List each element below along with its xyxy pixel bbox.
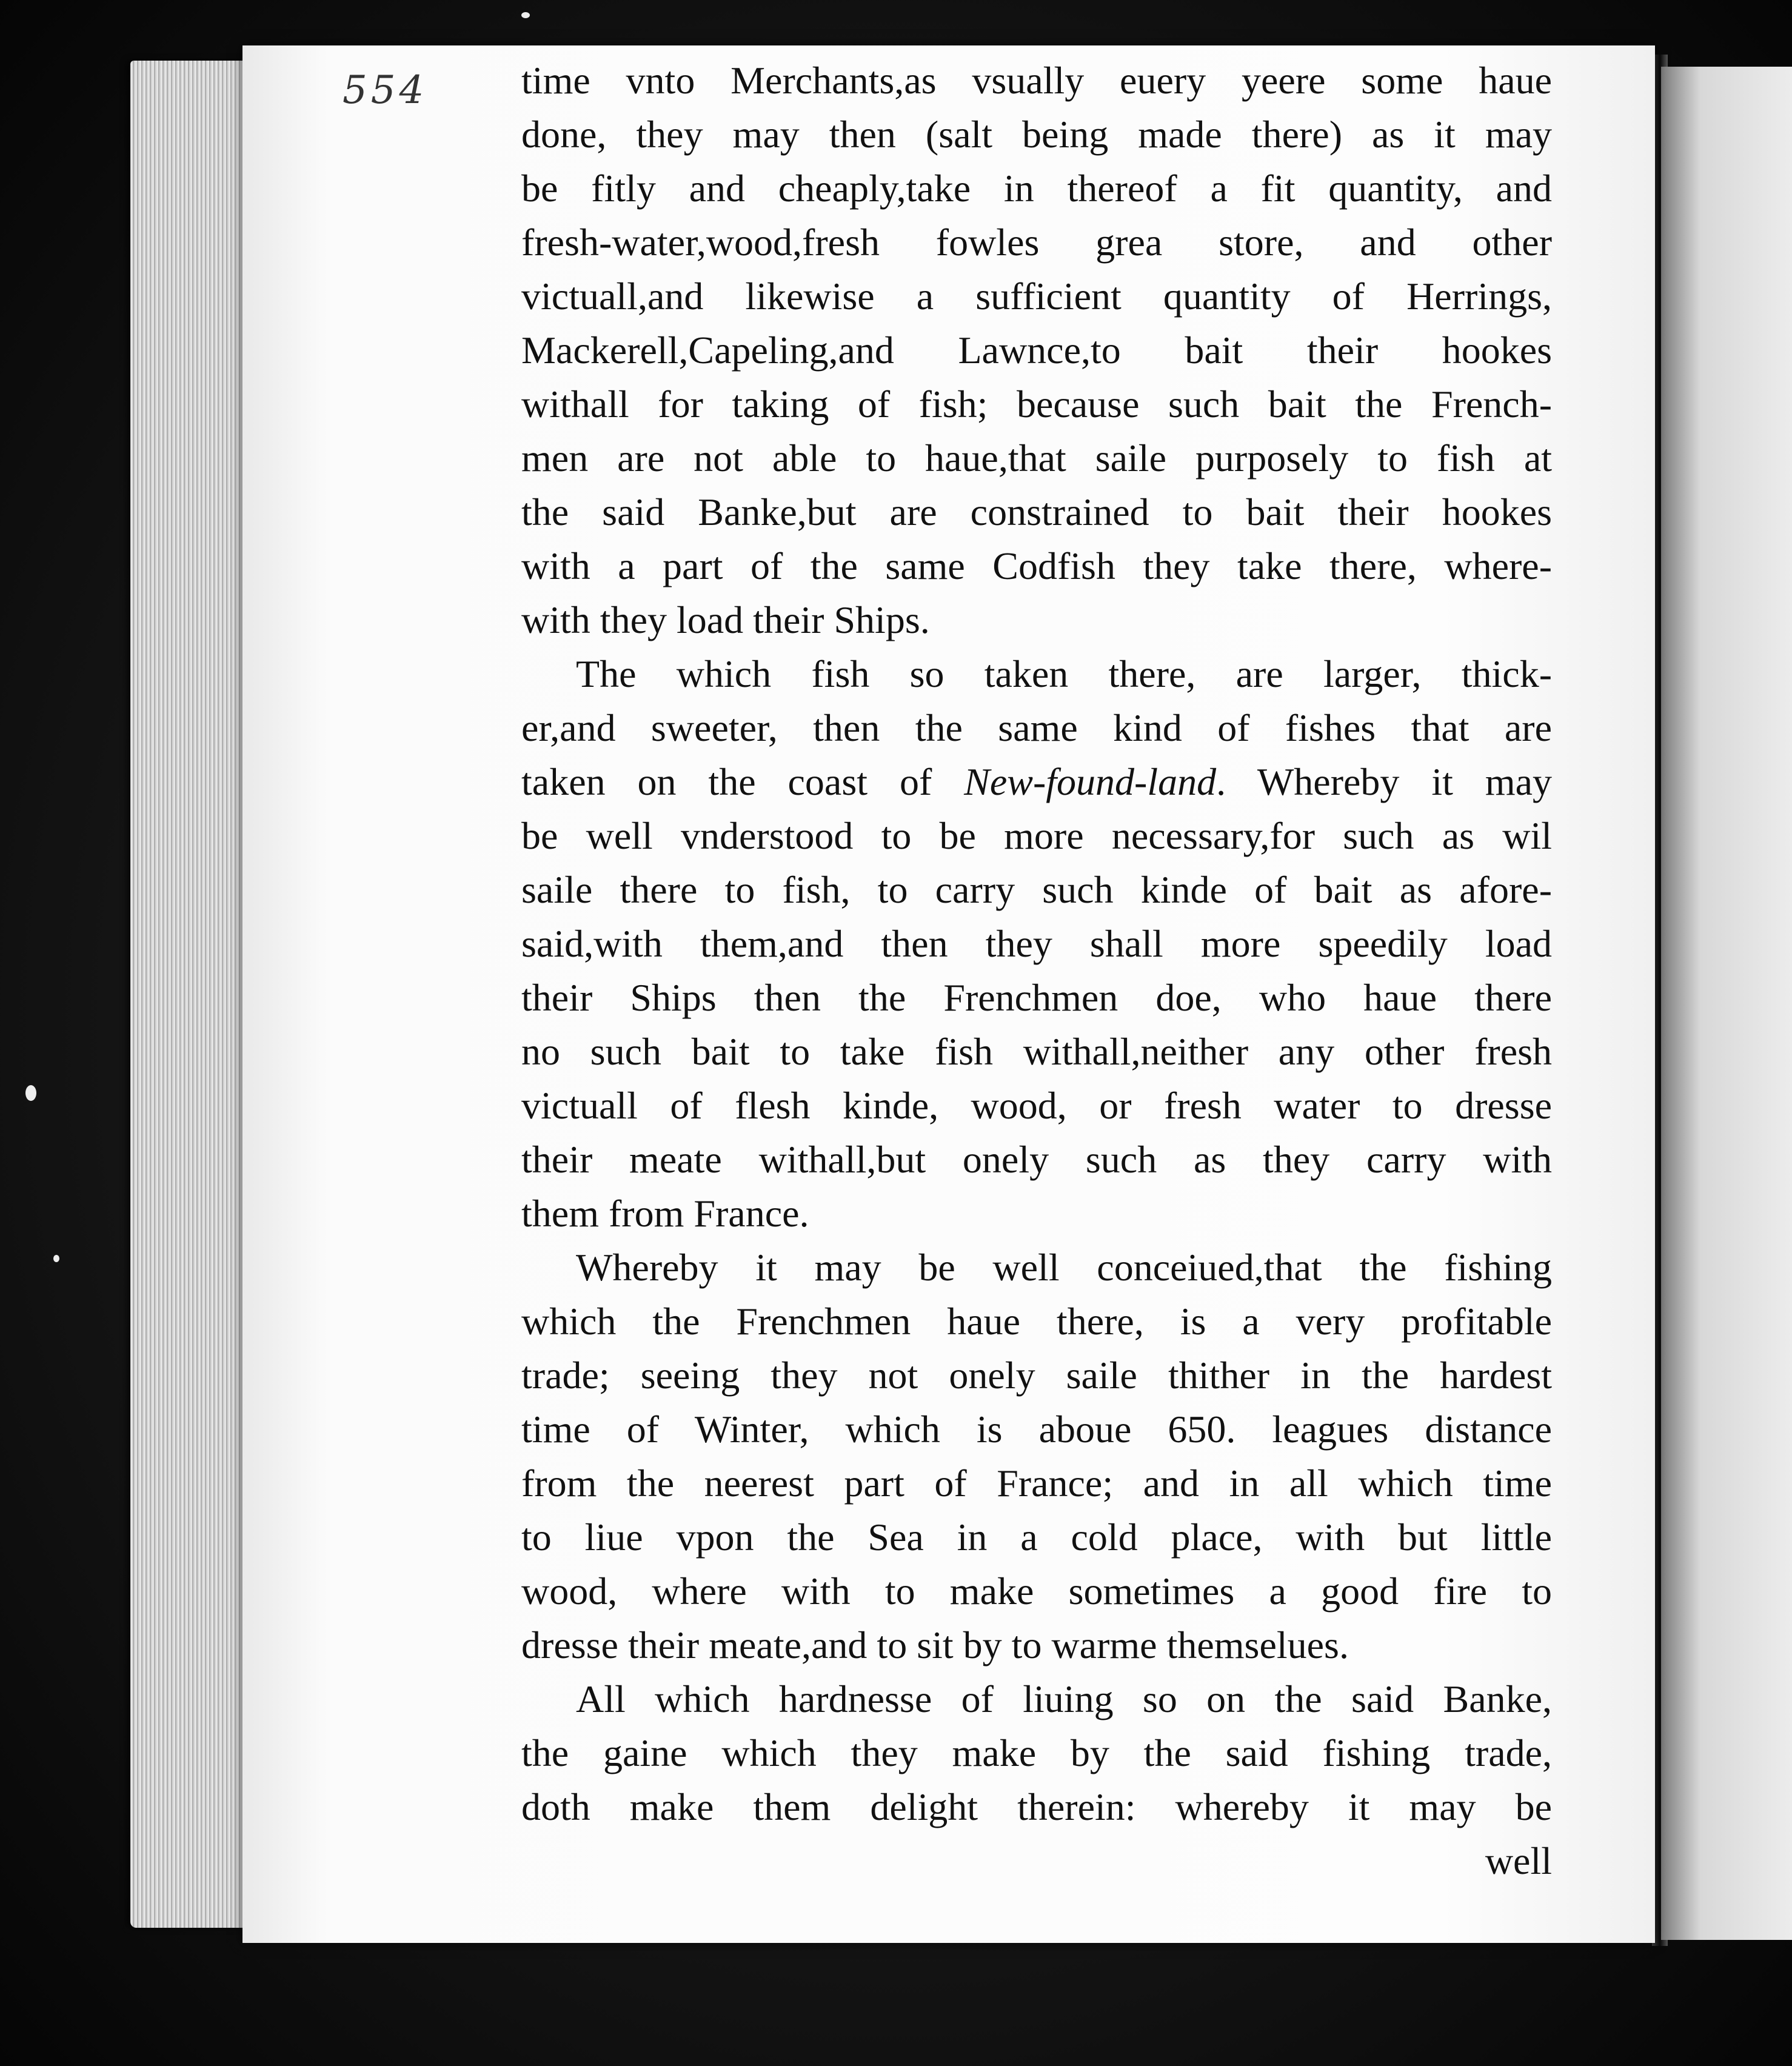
text-line: trade; seeing they not onely saile thither in the hardest: [521, 1354, 1552, 1397]
scan-speck: [25, 1085, 36, 1101]
paragraph-start-line: The which fish so taken there, are larger, thick-: [576, 652, 1552, 695]
text-line: Mackerell,Capeling,and Lawnce,to bait their hookes: [521, 329, 1552, 372]
text-line: fresh-water,wood,fresh fowles grea store, and other: [521, 221, 1552, 264]
catchword: well: [1485, 1839, 1552, 1882]
text-line: their meate withall,but onely such as they carry with: [521, 1138, 1552, 1181]
text-line: dresse their meate,and to sit by to warme themselues.: [521, 1623, 1349, 1667]
page-number: 554: [343, 68, 428, 113]
text-line: time vnto Merchants,as vsually euery yeere some haue: [521, 59, 1552, 102]
text-line: to liue vpon the Sea in a cold place, with but little: [521, 1516, 1552, 1559]
text-line: men are not able to haue,that saile purposely to fish at: [521, 436, 1552, 480]
text-line: which the Frenchmen haue there, is a very profitable: [521, 1300, 1552, 1343]
book-page-edges: [130, 61, 261, 1928]
paragraph-start-line: All which hardnesse of liuing so on the said Banke,: [576, 1677, 1552, 1720]
text-fragment: . Whereby it may: [1216, 760, 1553, 803]
facing-page: [1661, 67, 1792, 1940]
text-line: the said Banke,but are constrained to bait their hookes: [521, 490, 1552, 533]
text-line: be fitly and cheaply,take in thereof a fit quantity, and: [521, 167, 1552, 210]
body-text: [521, 53, 1552, 1888]
text-line: done, they may then (salt being made there) as it may: [521, 113, 1552, 156]
text-line: with they load their Ships.: [521, 598, 930, 641]
paragraph-start-line: Whereby it may be well conceiued,that the fishing: [576, 1246, 1552, 1289]
text-line: be well vnderstood to be more necessary,for such as wil: [521, 814, 1552, 857]
text-fragment: taken on the coast of: [521, 760, 965, 803]
text-line: them from France.: [521, 1192, 809, 1235]
text-line: with a part of the same Codfish they take there, where-: [521, 544, 1552, 587]
text-line: the gaine which they make by the said fishing trade,: [521, 1731, 1552, 1774]
text-line: no such bait to take fish withall,neither any other fresh: [521, 1030, 1552, 1073]
scan-speck: [53, 1255, 59, 1262]
text-line: their Ships then the Frenchmen doe, who haue there: [521, 976, 1552, 1019]
text-line-with-italic: [521, 755, 1552, 809]
text-line: victuall,and likewise a sufficient quantity of Herrings,: [521, 275, 1552, 318]
italic-place-name: New-found-land: [964, 760, 1217, 803]
text-line: er,and sweeter, then the same kind of fishes that are: [521, 706, 1552, 749]
scan-speck: [521, 12, 530, 18]
text-line: said,with them,and then they shall more speedily load: [521, 922, 1552, 965]
text-line: victuall of flesh kinde, wood, or fresh water to dresse: [521, 1084, 1552, 1127]
text-line: wood, where with to make sometimes a good fire to: [521, 1570, 1552, 1613]
text-line: withall for taking of fish; because such bait the French-: [521, 383, 1552, 426]
text-line: saile there to fish, to carry such kinde of bait as afore-: [521, 868, 1552, 911]
text-line: from the neerest part of France; and in all which time: [521, 1462, 1552, 1505]
text-line: doth make them delight therein: whereby it may be: [521, 1785, 1552, 1828]
text-line: time of Winter, which is aboue 650. leagues distance: [521, 1408, 1552, 1451]
